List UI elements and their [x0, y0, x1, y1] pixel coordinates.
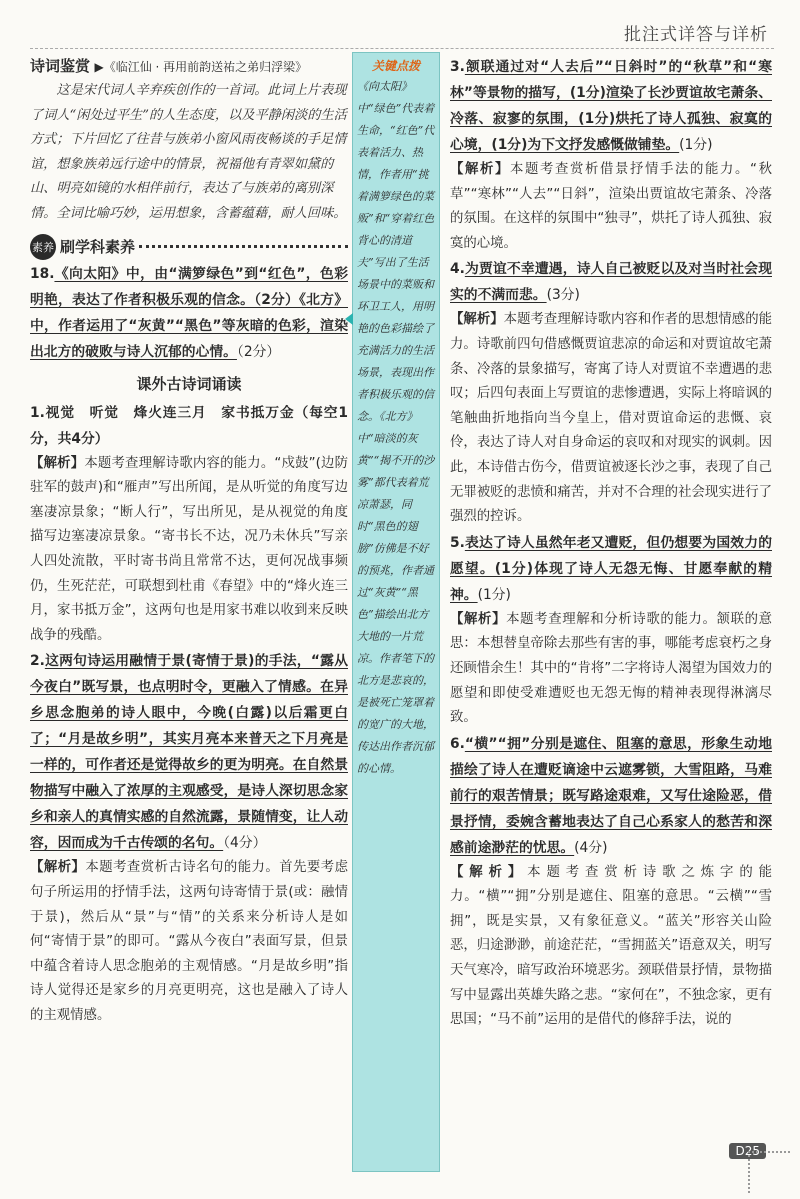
- page-number: D25: [729, 1143, 766, 1159]
- q2-answer: 这两句诗运用融情于景(寄情于景)的手法，“露从今夜白”既写景，也点明时令，更融入了情感。在异乡思念胞弟的诗人眼中，今晚(白露)以后霜更白了；“月是故乡明”，其实月亮本来普天之下月亮是一样的，可作者还是觉得故乡的更为明亮。在自然景物描写中融入了浓厚的主观感受，是诗人深切思念家乡和亲人的真情实感的自然流露，景随情变，让人动容，因而成为千古传颂的名句。: [30, 653, 348, 852]
- q4-score: (3分): [546, 287, 580, 304]
- section-badge: [30, 233, 348, 261]
- key-tips-title: 关键点拨: [371, 59, 420, 73]
- appreciation-heading: [30, 54, 348, 79]
- key-tips-sidebar: [352, 52, 440, 1172]
- q5-number: 5.: [450, 534, 465, 551]
- q5-analysis-text: 本题考查理解和分析诗歌的能力。颔联的意思：本想替皇帝除去那些有害的事，哪能考虑衰朽之身还顾惜余生！其中的“肯将”二字将诗人渴望为国效力的愿望和即使受难遭贬也无怨无悔的精神表现得淋漓尽致。: [450, 611, 773, 726]
- q5-score: (1分): [477, 586, 511, 603]
- dotted-divider: [139, 245, 348, 248]
- q6-analysis: [450, 861, 772, 1033]
- q6-analysis-label: 【解析】: [450, 864, 528, 880]
- q2-number: 2.: [30, 653, 45, 670]
- q1-answer: 视觉 听觉 烽火连三月 家书抵万金（每空1分，共4分）: [30, 404, 348, 447]
- q2-analysis-label: 【解析】: [30, 860, 86, 876]
- q18-number: 18.: [30, 265, 55, 282]
- q2-analysis-text: 本题考查赏析古诗名句的能力。首先要考虑句子所运用的抒情手法，这两句诗寄情于景(或：融情于景)，然后从“景”与“情”的关系来分析诗人是如何“寄情于景”的即可。“露从今夜白”表面写景，但景中蕴含着诗人思念胞弟的主观情感。“月是故乡明”指诗人觉得还是家乡的月亮更明亮，这也是融入了诗人的主观情感。: [30, 860, 349, 1023]
- q1-number: 1.: [30, 404, 45, 421]
- key-tips-text: 《向太阳》中“绿色”代表着生命，“红色”代表着活力、热情，作者用“挑着满箩绿色的菜贩”和“穿着红色背心的清道夫”写出了生活场景中的菜贩和环卫工人，用明艳的色彩描绘了充满活力的生活场景，表现出作者积极乐观的信念。《北方》中“暗淡的灰黄”“揭不开的沙雾”都代表着荒凉萧瑟，同时“黑色的翅膀”仿佛是不好的预兆，作者通过“灰黄”“黑色”描绘出北方大地的一片荒凉。作者笔下的北方是悲哀的，是被死亡笼罩着的宽广的大地，传达出作者沉郁的心情。: [357, 80, 435, 775]
- q4-number: 4.: [450, 261, 465, 278]
- q4-analysis-text: 本题考查理解诗歌内容和作者的思想情感的能力。诗歌前四句借感慨贾谊悲凉的命运和对贾谊故宅萧条、冷落的景象描写，寄寓了诗人对贾谊不幸遭遇的悲叹；后四句表面上写贾谊的悲惨遭遇，实际上将暗讽的笔触曲折地指向当今皇上，借对贾谊命运的悲慨、哀伶，表达了诗人对自身命运的哀叹和对现实的讽刺。因此，本诗借古伤今，借贾谊被逐长沙之事，表现了自己无罪被贬的悲愤和痛苦，并对不合理的社会现实进行了强烈的控诉。: [450, 312, 772, 525]
- header-divider: [30, 48, 774, 49]
- right-column: [450, 54, 772, 1033]
- q5-analysis: [450, 608, 772, 731]
- q18-answer: 《向太阳》中，由“满箩绿色”到“红色”，色彩明艳，表达了作者积极乐观的信念。（2分）《北方》中，作者运用了“灰黄”“黑色”等灰暗的色彩，渲染出北方的破败与诗人沉郁的心情。: [30, 265, 348, 360]
- question-3: [450, 54, 772, 158]
- q3-score: (1分): [679, 137, 713, 153]
- q1-analysis: [30, 452, 348, 649]
- q3-analysis-label: 【解析】: [450, 162, 511, 177]
- question-6: [450, 731, 772, 861]
- q4-answer: 为贾谊不幸遭遇，诗人自己被贬以及对当时社会现实的不满而悲。: [450, 261, 772, 304]
- question-2: [30, 648, 348, 856]
- q1-analysis-label: 【解析】: [30, 455, 85, 471]
- q3-analysis: [450, 158, 772, 256]
- badge-icon: 素养: [30, 234, 56, 260]
- corner-decoration: [748, 1151, 790, 1193]
- q18-score: （2分）: [236, 343, 281, 360]
- question-4: [450, 256, 772, 308]
- question-1: [30, 400, 348, 452]
- question-18: [30, 261, 348, 365]
- pointer-arrow-icon: [345, 313, 353, 325]
- q6-score: (4分): [574, 839, 608, 856]
- q4-analysis: [450, 308, 772, 529]
- appreciation-text: 这是宋代词人辛弃疾创作的一首词。此词上片表现了词人“闲处过平生”的人生态度，以及平静闲淡的生活方式；下片回忆了往昔与族弟小窗风雨夜畅谈的手足情谊，想象族弟远行途中的情景，祝福他有青翠如黛的山、明亮如镜的水相伴前行，表达了与族弟的离别深情。全词比喻巧妙，运用想象，含蓄蕴藉，耐人回味。: [30, 83, 347, 221]
- q2-score: （4分）: [223, 835, 267, 852]
- q3-analysis-text: 本题考查赏析借景抒情手法的能力。“秋草”“寒林”“人去”“日斜”，渲染出贾谊故宅萧条、冷落的氛围。在这样的氛围中“独寻”，烘托了诗人孤独、寂寞的心境。: [450, 162, 773, 251]
- q5-analysis-label: 【解析】: [450, 611, 507, 627]
- q6-analysis-text: 本题考查赏析诗歌之炼字的能力。“横”“拥”分别是遮住、阻塞的意思。“云横”“雪拥”，既是实景，又有象征意义。“蓝关”形容关山险恶，归途渺渺，前途茫茫，“雪拥蓝关”语意双关，明写天气寒冷，暗写政治环境恶劣。颈联借景抒情，景物描写中显露出英雄失路之悲。“家何在”，不独念家，更有思国；“马不前”运用的是借代的修辞手法，说的: [450, 864, 773, 1028]
- q3-number: 3.: [450, 59, 465, 75]
- question-5: [450, 530, 772, 608]
- left-column: [30, 54, 348, 1028]
- q6-number: 6.: [450, 735, 465, 752]
- section-title: 课外古诗词诵读: [136, 374, 242, 393]
- q2-analysis: [30, 856, 348, 1028]
- q1-analysis-text: 本题考查理解诗歌内容的能力。“戍鼓”(边防驻军的鼓声)和“雁声”写出所闻，是从听觉的角度写边塞凄凉景象；“断人行”，写出所见，是从视觉的角度描写边塞凄凉景象。“寄书长不达，况乃未休兵”写亲人四处流散，平时寄书尚且常常不达，更何况战事频仍，生死茫茫，可联想到杜甫《春望》中的“烽火连三月，家书抵万金”，这两句也是用家书难以收到来反映战争的残酷。: [30, 455, 348, 643]
- q6-answer: “横”“拥”分别是遮住、阻塞的意思，形象生动地描绘了诗人在遭贬谪途中云遮雾锁，大雪阻路，马难前行的艰苦情景；既写路途艰难，又写仕途险恶，借景抒情，委婉含蓄地表达了自己心系家人的愁苦和深感前途渺茫的忧思。: [450, 735, 772, 856]
- q3-answer: 颔联通过对“人去后”“日斜时”的“秋草”和“寒林”等景物的描写，(1分)渲染了长沙贾谊故宅萧条、冷落、寂寥的氛围，(1分)烘托了诗人孤独、寂寞的心境，(1分)为下文抒发感慨做铺垫。: [450, 59, 772, 153]
- q5-answer: 表达了诗人虽然年老又遭贬，但仍想要为国效力的愿望。(1分)体现了诗人无怨无悔、甘愿奉献的精神。: [450, 534, 772, 603]
- header-title: 批注式详答与详析: [624, 25, 768, 45]
- badge-label: 刷学科素养: [60, 238, 136, 257]
- q4-analysis-label: 【解析】: [450, 312, 504, 328]
- poem-title: ▶《临江仙 · 再用前韵送祐之弟归浮梁》: [94, 60, 308, 74]
- appreciation-tag: 诗词鉴赏: [30, 57, 91, 75]
